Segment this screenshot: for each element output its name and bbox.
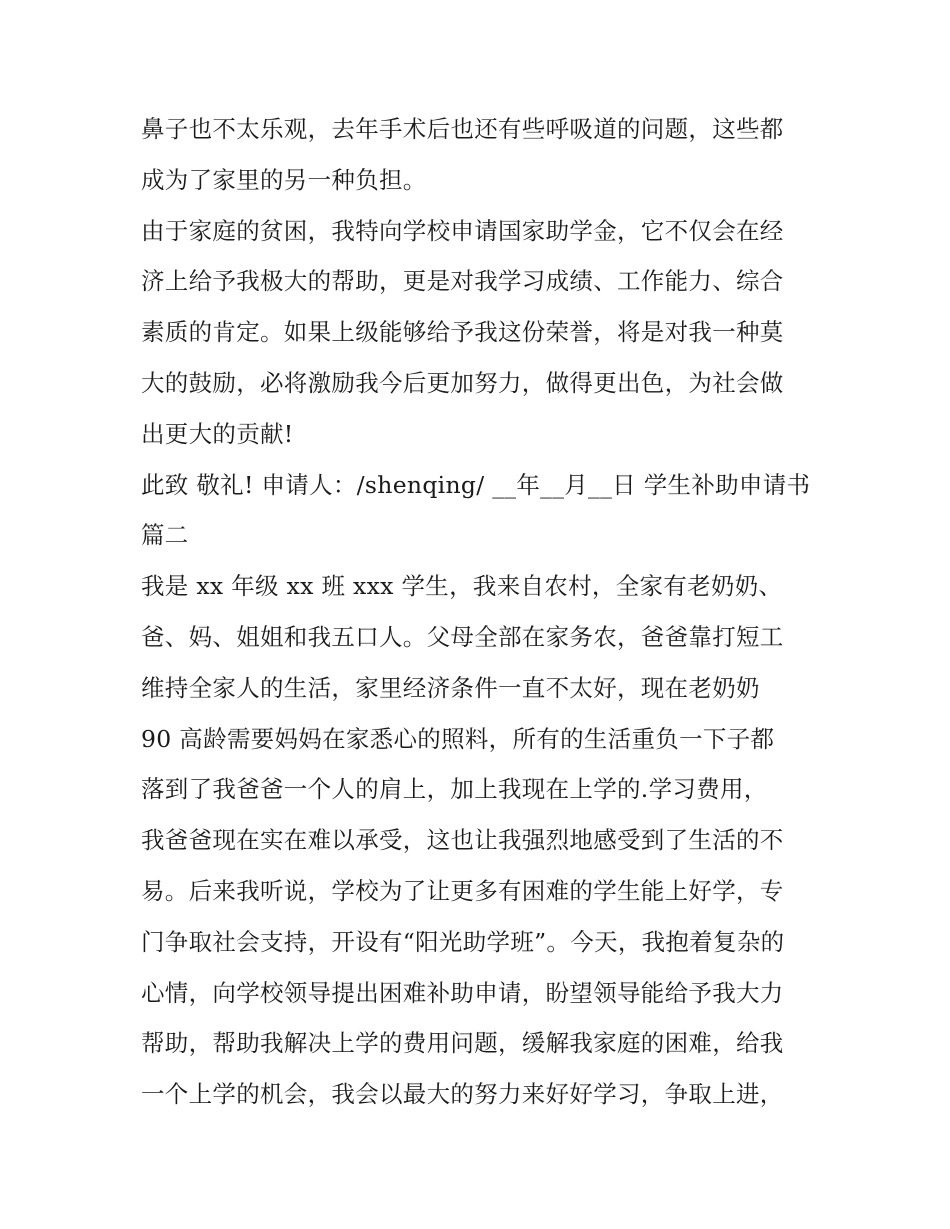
section-heading: 篇二 <box>141 521 189 550</box>
text-line: 大的鼓励，必将激励我今后更加努力，做得更出色，为社会做 <box>141 368 784 397</box>
document-body <box>141 104 821 1120</box>
text-line: 出更大的贡献! <box>141 419 294 448</box>
text-line: 我是 xx 年级 xx 班 xxx 学生，我来自农村，全家有老奶奶、 <box>141 572 783 601</box>
text-line: 我爸爸现在实在难以承受，这也让我强烈地感受到了生活的不 <box>141 826 784 855</box>
text-line: 维持全家人的生活，家里经济条件一直不太好，现在老奶奶 <box>141 673 760 702</box>
text-line: 成为了家里的另一种负担。 <box>141 165 427 194</box>
text-line: 易。后来我听说，学校为了让更多有困难的学生能上好学，专 <box>141 876 784 905</box>
text-line: 素质的肯定。如果上级能够给予我这份荣誉，将是对我一种莫 <box>141 318 784 347</box>
text-line: 济上给予我极大的帮助，更是对我学习成绩、工作能力、综合 <box>141 267 784 296</box>
text-line: 爸、妈、姐姐和我五口人。父母全部在家务农，爸爸靠打短工 <box>141 622 784 651</box>
text-line: 门争取社会支持，开设有“阳光助学班”。今天，我抱着复杂的 <box>141 927 785 956</box>
text-line: 由于家庭的贫困，我特向学校申请国家助学金，它不仅会在经 <box>141 216 784 245</box>
text-line: 心情，向学校领导提出困难补助申请，盼望领导能给予我大力 <box>141 978 784 1007</box>
text-line: 帮助，帮助我解决上学的费用问题，缓解我家庭的困难，给我 <box>141 1029 784 1058</box>
text-line: 此致 敬礼! 申请人：/shenqing/ __年__月__日 学生补助申请书 <box>141 470 811 499</box>
text-line: 90 高龄需要妈妈在家悉心的照料，所有的生活重负一下子都 <box>141 724 775 753</box>
text-line: 鼻子也不太乐观，去年手术后也还有些呼吸道的问题，这些都 <box>141 115 784 143</box>
text-line: 落到了我爸爸一个人的肩上，加上我现在上学的.学习费用， <box>141 775 768 804</box>
text-line: 一个上学的机会，我会以最大的努力来好好学习，争取上进， <box>141 1080 784 1109</box>
